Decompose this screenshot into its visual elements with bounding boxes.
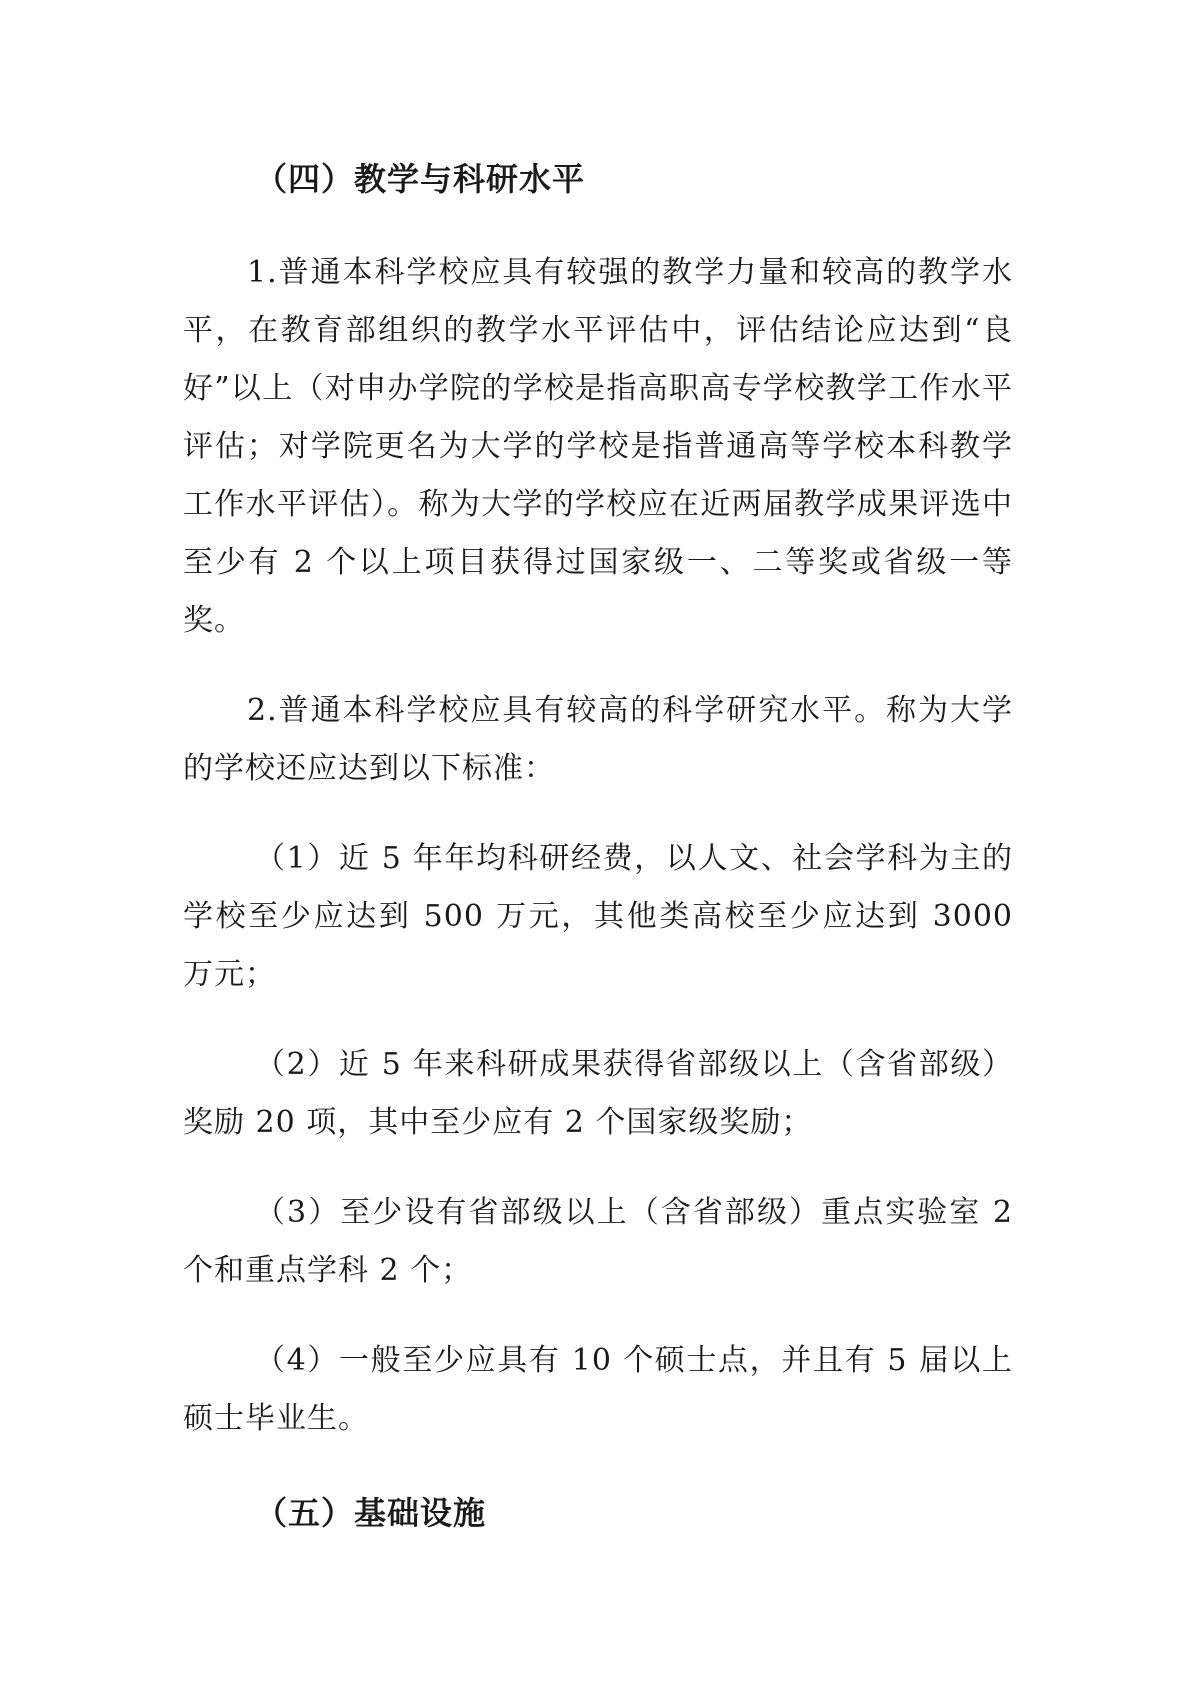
list-item-key-labs: （3）至少设有省部级以上（含省部级）重点实验室 2 个和重点学科 2 个； (183, 1195, 1013, 1288)
page-content (183, 150, 1013, 1542)
list-item-research-awards: （2）近 5 年来科研成果获得省部级以上（含省部级）奖励 20 项，其中至少应有 2 个国家级奖励； (183, 1047, 1013, 1140)
list-item-research-funding: （1）近 5 年年均科研经费，以人文、社会学科为主的学校至少应达到 500 万元，其他类高校至少应达到 3000 万元； (183, 841, 1013, 992)
section-heading-infrastructure: （五）基础设施 (255, 1494, 487, 1532)
list-item-masters-programs: （4）一般至少应具有 10 个硕士点，并且有 5 届以上硕士毕业生。 (183, 1343, 1013, 1436)
section-heading-teaching-research: （四）教学与科研水平 (255, 160, 586, 198)
paragraph-research-level: 2.普通本科学校应具有较高的科学研究水平。称为大学的学校还应达到以下标准： (183, 693, 1013, 786)
paragraph-teaching-level: 1.普通本科学校应具有较强的教学力量和较高的教学水平，在教育部组织的教学水平评估中，评估结论应达到“良好”以上（对申办学院的学校是指高职高专学校教学工作水平评估；对学院更名为大学的学校是指普通高等学校本科教学工作水平评估）。称为大学的学校应在近两届教学成果评选中至少有 2 个以上项目获得过国家级一、二等奖或省级一等奖。 (183, 255, 1013, 638)
